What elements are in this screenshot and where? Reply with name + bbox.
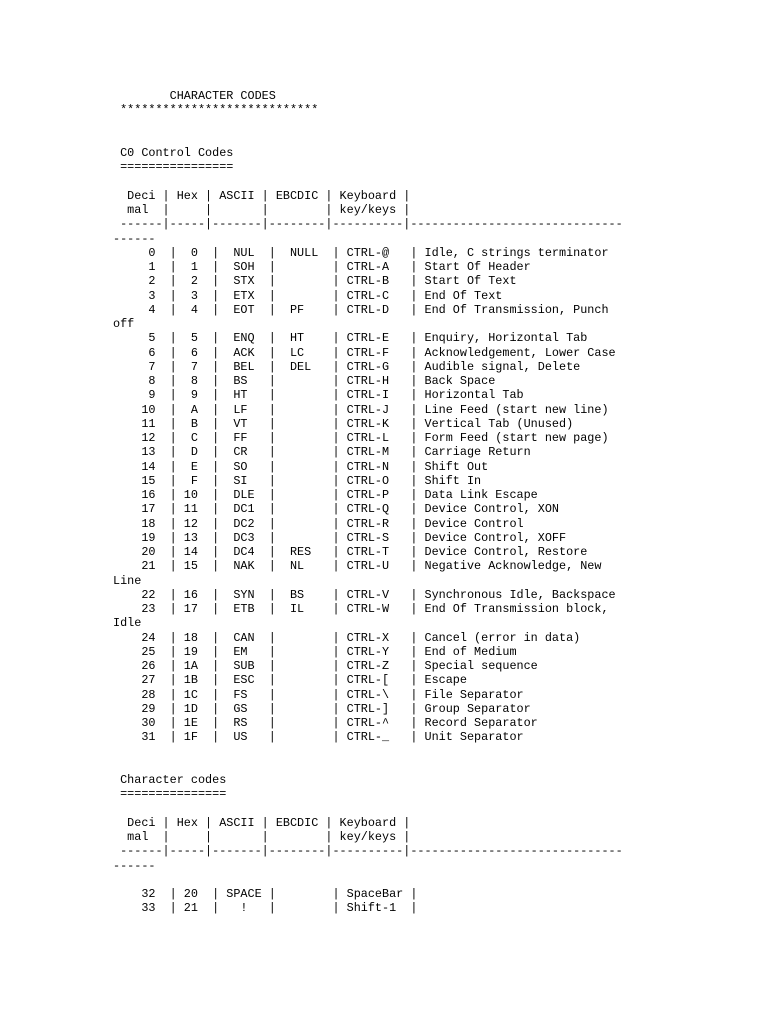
- document-line: ------|-----|-------|--------|----------|------------------------------: [113, 844, 623, 859]
- document-line: 7 | 7 | BEL | DEL | CTRL-G | Audible signal, Delete: [113, 359, 581, 374]
- document-line: [113, 745, 623, 759]
- document-line: mal | | | | key/keys |: [113, 203, 411, 217]
- document-line: 18 | 12 | DC2 | | CTRL-R | Device Control: [113, 516, 524, 531]
- document-line: 25 | 19 | EM | | CTRL-Y | End of Medium: [113, 644, 517, 659]
- document-line: 22 | 16 | SYN | BS | CTRL-V | Synchronous Idle, Backspace: [113, 587, 616, 602]
- document-line: [113, 802, 623, 816]
- document-line: Idle: [113, 616, 142, 631]
- character-codes-document: [113, 89, 623, 916]
- document-line: 0 | 0 | NUL | NULL | CTRL-@ | Idle, C strings terminator: [113, 245, 609, 260]
- document-line: 26 | 1A | SUB | | CTRL-Z | Special sequence: [113, 659, 538, 673]
- document-line: 20 | 14 | DC4 | RES | CTRL-T | Device Control, Restore: [113, 545, 588, 559]
- document-line: 21 | 15 | NAK | NL | CTRL-U | Negative Acknowledge, New: [113, 559, 602, 574]
- document-line: 15 | F | SI | | CTRL-O | Shift In: [113, 473, 482, 488]
- document-line: Character codes: [113, 773, 227, 787]
- document-line: ===============: [113, 787, 227, 802]
- document-line: 24 | 18 | CAN | | CTRL-X | Cancel (error in data): [113, 630, 581, 645]
- document-line: mal | | | | key/keys |: [113, 830, 411, 844]
- document-line: ================: [113, 160, 234, 175]
- document-line: 13 | D | CR | | CTRL-M | Carriage Return: [113, 445, 531, 460]
- document-line: 6 | 6 | ACK | LC | CTRL-F | Acknowledgement, Lower Case: [113, 345, 616, 360]
- document-line: 28 | 1C | FS | | CTRL-\ | File Separator: [113, 687, 524, 702]
- document-line: 17 | 11 | DC1 | | CTRL-Q | Device Control, XON: [113, 502, 559, 517]
- document-line: 16 | 10 | DLE | | CTRL-P | Data Link Escape: [113, 488, 538, 502]
- document-line: off: [113, 317, 135, 331]
- document-line: 14 | E | SO | | CTRL-N | Shift Out: [113, 459, 489, 474]
- document-line: 12 | C | FF | | CTRL-L | Form Feed (start new page): [113, 431, 609, 445]
- document-line: 8 | 8 | BS | | CTRL-H | Back Space: [113, 374, 496, 388]
- document-line: 10 | A | LF | | CTRL-J | Line Feed (start new line): [113, 402, 609, 417]
- document-line: 1 | 1 | SOH | | CTRL-A | Start Of Header: [113, 260, 531, 274]
- document-line: 33 | 21 | ! | | Shift-1 |: [113, 901, 418, 916]
- document-line: 27 | 1B | ESC | | CTRL-[ | Escape: [113, 673, 467, 688]
- document-line: 3 | 3 | ETX | | CTRL-C | End Of Text: [113, 288, 503, 303]
- document-line: 23 | 17 | ETB | IL | CTRL-W | End Of Transmission block,: [113, 602, 609, 616]
- document-line: 9 | 9 | HT | | CTRL-I | Horizontal Tab: [113, 388, 524, 403]
- document-line: 30 | 1E | RS | | CTRL-^ | Record Separator: [113, 716, 538, 730]
- document-line: 5 | 5 | ENQ | HT | CTRL-E | Enquiry, Horizontal Tab: [113, 331, 588, 346]
- document-line: 4 | 4 | EOT | PF | CTRL-D | End Of Transmission, Punch: [113, 302, 609, 317]
- document-line: 29 | 1D | GS | | CTRL-] | Group Separator: [113, 701, 531, 716]
- document-line: [113, 118, 623, 132]
- document-line: 11 | B | VT | | CTRL-K | Vertical Tab (Unused): [113, 416, 574, 431]
- document-line: ****************************: [113, 103, 319, 118]
- document-line: Deci | Hex | ASCII | EBCDIC | Keyboard |: [113, 188, 411, 203]
- document-line: 19 | 13 | DC3 | | CTRL-S | Device Control, XOFF: [113, 530, 567, 545]
- document-line: CHARACTER CODES: [113, 89, 276, 103]
- document-line: ------: [113, 858, 156, 873]
- document-line: Line: [113, 573, 142, 588]
- document-line: Deci | Hex | ASCII | EBCDIC | Keyboard |: [113, 815, 411, 830]
- document-line: ------: [113, 231, 156, 246]
- document-line: [113, 873, 623, 887]
- document-line: 31 | 1F | US | | CTRL-_ | Unit Separator: [113, 730, 524, 745]
- document-line: ------|-----|-------|--------|----------|------------------------------: [113, 217, 623, 232]
- document-line: [113, 759, 623, 773]
- document-line: C0 Control Codes: [113, 146, 234, 160]
- document-line: 2 | 2 | STX | | CTRL-B | Start Of Text: [113, 274, 517, 289]
- document-line: [113, 132, 623, 146]
- document-line: 32 | 20 | SPACE | | SpaceBar |: [113, 887, 418, 901]
- document-line: [113, 175, 623, 189]
